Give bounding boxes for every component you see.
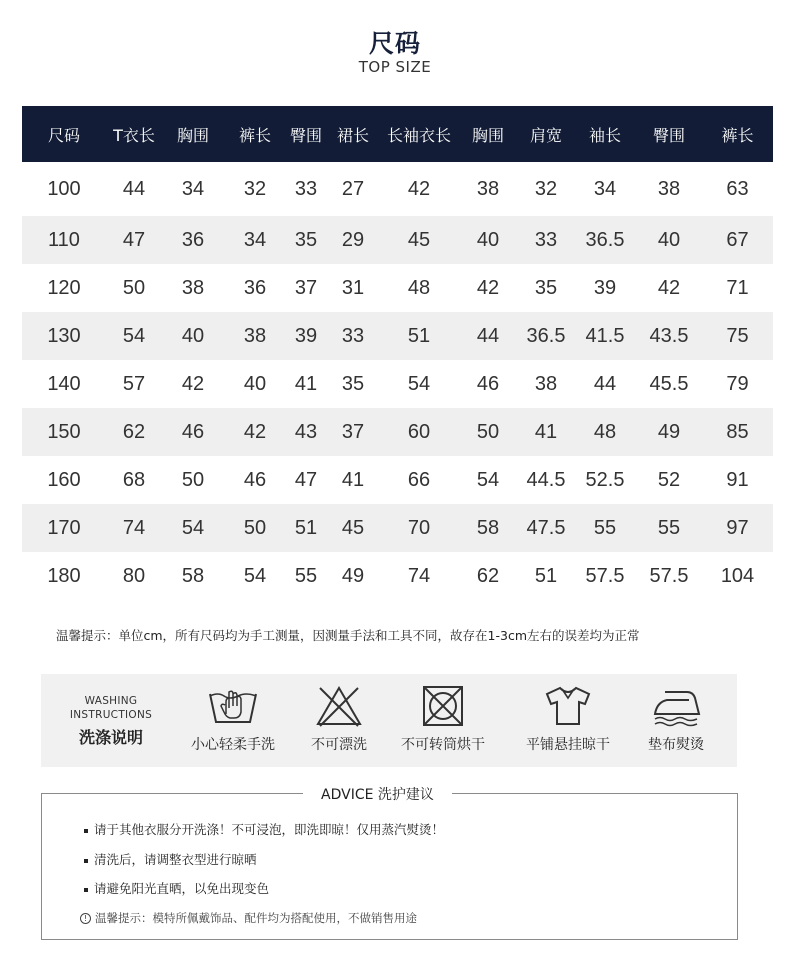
table-cell: 33 [518, 216, 574, 264]
table-cell: 50 [458, 408, 518, 456]
flat-hang-dry-icon [543, 684, 593, 728]
table-cell: 34 [224, 216, 286, 264]
table-cell: 32 [224, 162, 286, 216]
size-table-header-cell: 臀围 [289, 125, 322, 145]
table-cell: 62 [458, 552, 518, 600]
size-table-header-cell: T衣长 [113, 125, 155, 145]
table-cell: 57.5 [636, 552, 702, 600]
table-cell: 104 [702, 552, 773, 600]
table-cell: 38 [518, 360, 574, 408]
table-cell: 44 [458, 312, 518, 360]
table-cell: 140 [22, 360, 106, 408]
table-cell: 51 [518, 552, 574, 600]
table-cell: 55 [574, 504, 636, 552]
table-row [22, 456, 773, 504]
size-table-header [22, 106, 773, 162]
table-cell: 70 [380, 504, 458, 552]
table-cell: 44 [574, 360, 636, 408]
table-cell: 52 [636, 456, 702, 504]
table-cell: 50 [224, 504, 286, 552]
table-cell: 40 [224, 360, 286, 408]
table-cell: 120 [22, 264, 106, 312]
table-cell: 36 [224, 264, 286, 312]
table-cell: 33 [286, 162, 326, 216]
table-cell: 52.5 [574, 456, 636, 504]
table-cell: 41 [518, 408, 574, 456]
advice-divider-left [41, 793, 303, 794]
table-cell: 54 [458, 456, 518, 504]
table-cell: 38 [636, 162, 702, 216]
advice-item-text: 请于其他衣服分开洗涤！不可浸泡，即洗即晾！仅用蒸汽熨烫！ [94, 822, 445, 837]
table-cell: 48 [574, 408, 636, 456]
table-row [22, 216, 773, 264]
bullet-icon [84, 888, 88, 892]
table-cell: 35 [326, 360, 380, 408]
table-cell: 45 [326, 504, 380, 552]
table-cell: 36.5 [574, 216, 636, 264]
washing-title-cn: 洗涤说明 [78, 728, 143, 747]
table-cell: 51 [286, 504, 326, 552]
table-cell: 36.5 [518, 312, 574, 360]
size-table-header-cell: 袖长 [588, 125, 621, 145]
table-cell: 51 [380, 312, 458, 360]
washing-title-en-1: WASHING [84, 695, 138, 707]
table-row [22, 504, 773, 552]
table-cell: 47.5 [518, 504, 574, 552]
wash-item-label: 不可转筒烘干 [401, 737, 485, 753]
table-cell: 50 [162, 456, 224, 504]
size-table-header-cell: 尺码 [47, 125, 80, 145]
table-cell: 44 [106, 162, 162, 216]
table-cell: 38 [224, 312, 286, 360]
table-row [22, 552, 773, 600]
table-cell: 60 [380, 408, 458, 456]
bullet-icon [84, 859, 88, 863]
table-cell: 45.5 [636, 360, 702, 408]
size-table-header-cell: 胸围 [471, 125, 504, 145]
table-row [22, 312, 773, 360]
table-cell: 74 [106, 504, 162, 552]
info-icon: ! [80, 913, 91, 924]
measurement-tip: 温馨提示：单位cm，所有尺码均为手工测量，因测量手法和工具不同，故存在1-3cm左右的误差均为正常 [56, 628, 640, 643]
table-cell: 170 [22, 504, 106, 552]
advice-divider-right [452, 793, 738, 794]
table-cell: 40 [636, 216, 702, 264]
hand-wash-icon [206, 684, 260, 728]
table-cell: 38 [162, 264, 224, 312]
table-cell: 110 [22, 216, 106, 264]
table-cell: 49 [636, 408, 702, 456]
wash-item-label: 小心轻柔手洗 [191, 737, 275, 753]
table-cell: 160 [22, 456, 106, 504]
table-cell: 46 [162, 408, 224, 456]
table-row [22, 360, 773, 408]
iron-with-cloth-icon [651, 684, 701, 728]
table-cell: 100 [22, 162, 106, 216]
table-cell: 75 [702, 312, 773, 360]
advice-note-text: 温馨提示：模特所佩戴饰品、配件均为搭配使用，不做销售用途 [95, 911, 417, 925]
size-table-header-cell: 裙长 [336, 125, 369, 145]
table-cell: 40 [458, 216, 518, 264]
table-cell: 57.5 [574, 552, 636, 600]
size-table-header-cell: 裤长 [238, 125, 271, 145]
page-title: 尺码 [368, 29, 421, 58]
wash-item-label: 平铺悬挂晾干 [526, 737, 610, 753]
table-cell: 54 [162, 504, 224, 552]
table-cell: 40 [162, 312, 224, 360]
table-cell: 42 [162, 360, 224, 408]
size-table-header-cell: 臀围 [652, 125, 685, 145]
table-cell: 50 [106, 264, 162, 312]
washing-title-en-2: INSTRUCTIONS [69, 709, 153, 721]
table-cell: 39 [286, 312, 326, 360]
advice-heading: ADVICE 洗护建议 [321, 787, 434, 803]
table-cell: 58 [458, 504, 518, 552]
table-cell: 37 [286, 264, 326, 312]
table-cell: 91 [702, 456, 773, 504]
table-cell: 62 [106, 408, 162, 456]
table-cell: 37 [326, 408, 380, 456]
table-cell: 46 [224, 456, 286, 504]
table-cell: 31 [326, 264, 380, 312]
no-tumble-dry-icon [420, 684, 466, 728]
table-cell: 54 [106, 312, 162, 360]
size-table-body [22, 162, 773, 600]
table-cell: 48 [380, 264, 458, 312]
wash-item-label: 垫布熨烫 [648, 737, 704, 753]
table-cell: 46 [458, 360, 518, 408]
wash-item-hand-wash [181, 684, 285, 754]
table-cell: 79 [702, 360, 773, 408]
table-cell: 57 [106, 360, 162, 408]
table-row [22, 162, 773, 216]
wash-item-flat-hang-dry [511, 684, 625, 754]
table-cell: 85 [702, 408, 773, 456]
table-row [22, 264, 773, 312]
advice-note [80, 910, 417, 926]
table-cell: 54 [224, 552, 286, 600]
table-cell: 97 [702, 504, 773, 552]
table-cell: 34 [574, 162, 636, 216]
table-cell: 55 [286, 552, 326, 600]
bullet-icon [84, 829, 88, 833]
table-cell: 55 [636, 504, 702, 552]
table-cell: 180 [22, 552, 106, 600]
size-table-header-cell: 长袖衣长 [386, 125, 451, 145]
table-cell: 67 [702, 216, 773, 264]
wash-item-iron-with-cloth [631, 684, 721, 754]
table-cell: 35 [518, 264, 574, 312]
advice-item [84, 850, 257, 868]
table-cell: 63 [702, 162, 773, 216]
page-subtitle: TOP SIZE [358, 58, 432, 76]
table-cell: 33 [326, 312, 380, 360]
table-cell: 39 [574, 264, 636, 312]
table-cell: 34 [162, 162, 224, 216]
washing-instructions-panel [41, 674, 737, 767]
advice-item [84, 820, 444, 838]
size-table-header-cell: 胸围 [176, 125, 209, 145]
size-table-header-cell: 肩宽 [529, 125, 562, 145]
wash-item-no-tumble-dry [391, 684, 495, 754]
advice-item-text: 清洗后，请调整衣型进行晾晒 [94, 852, 257, 867]
table-cell: 74 [380, 552, 458, 600]
table-cell: 58 [162, 552, 224, 600]
table-cell: 42 [224, 408, 286, 456]
table-row [22, 408, 773, 456]
table-cell: 42 [458, 264, 518, 312]
size-table [22, 106, 773, 600]
table-cell: 43.5 [636, 312, 702, 360]
table-cell: 71 [702, 264, 773, 312]
table-cell: 36 [162, 216, 224, 264]
table-cell: 68 [106, 456, 162, 504]
table-cell: 54 [380, 360, 458, 408]
table-cell: 38 [458, 162, 518, 216]
advice-item-text: 请避免阳光直晒，以免出现变色 [94, 881, 270, 896]
table-cell: 43 [286, 408, 326, 456]
table-cell: 41 [326, 456, 380, 504]
table-cell: 41.5 [574, 312, 636, 360]
table-cell: 42 [380, 162, 458, 216]
table-cell: 130 [22, 312, 106, 360]
table-cell: 49 [326, 552, 380, 600]
washing-title [51, 694, 171, 748]
wash-item-label: 不可漂洗 [311, 737, 367, 753]
table-cell: 150 [22, 408, 106, 456]
table-cell: 47 [106, 216, 162, 264]
table-cell: 41 [286, 360, 326, 408]
advice-item [84, 879, 269, 897]
wash-item-no-bleach [299, 684, 379, 754]
size-table-header-cell: 裤长 [721, 125, 754, 145]
table-cell: 42 [636, 264, 702, 312]
table-cell: 44.5 [518, 456, 574, 504]
table-cell: 32 [518, 162, 574, 216]
table-cell: 80 [106, 552, 162, 600]
table-cell: 35 [286, 216, 326, 264]
table-cell: 47 [286, 456, 326, 504]
table-cell: 27 [326, 162, 380, 216]
no-bleach-icon [314, 684, 364, 728]
table-cell: 29 [326, 216, 380, 264]
table-cell: 66 [380, 456, 458, 504]
table-cell: 45 [380, 216, 458, 264]
